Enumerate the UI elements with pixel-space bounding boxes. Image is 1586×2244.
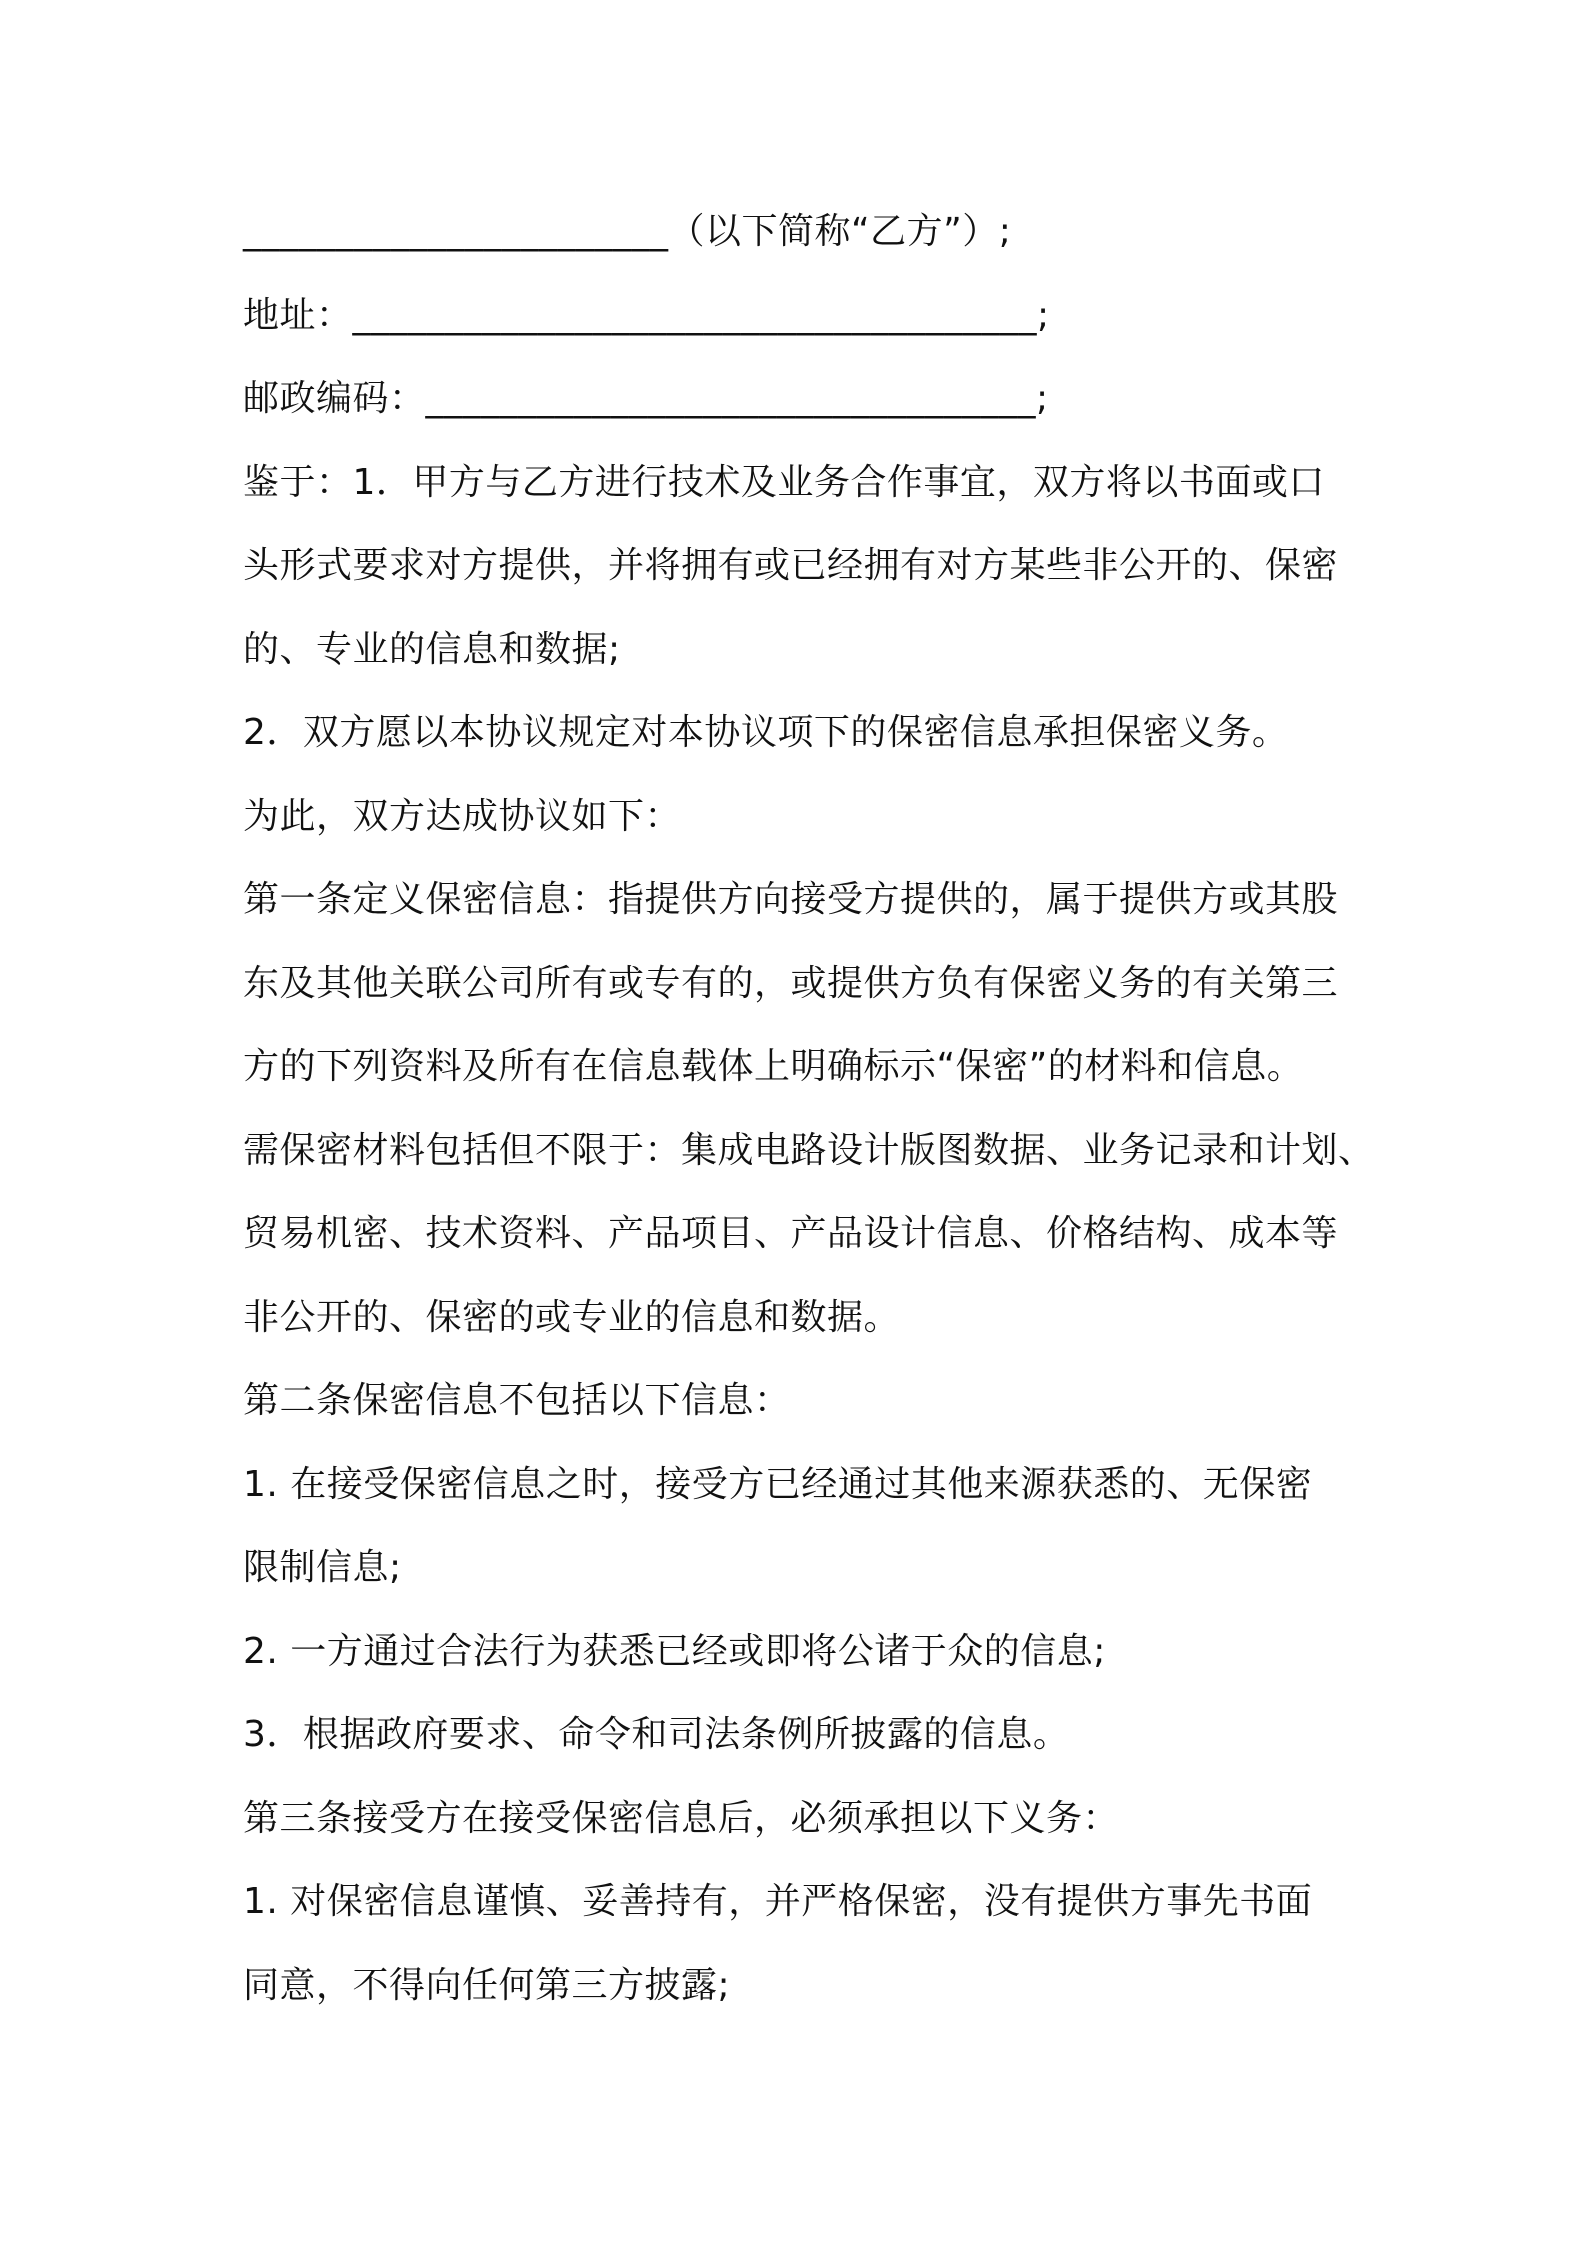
list-item-line: 1. 对保密信息谨慎、妥善持有，并严格保密，没有提供方事先书面: [243, 1881, 1313, 1922]
body-text-line: 贸易机密、技术资料、产品项目、产品设计信息、价格结构、成本等: [243, 1213, 1339, 1254]
body-text-line: 方的下列资料及所有在信息载体上明确标示“保密”的材料和信息。: [243, 1046, 1304, 1087]
article-one-line: 第一条定义保密信息：指提供方向接受方提供的，属于提供方或其股: [243, 879, 1339, 920]
postal-code-line: 邮政编码：_________________________________;: [243, 378, 1049, 419]
list-item-line: 2. 一方通过合法行为获悉已经或即将公诸于众的信息;: [243, 1630, 1106, 1672]
body-text-line: 的、专业的信息和数据;: [243, 628, 621, 670]
article-two-line: 第二条保密信息不包括以下信息：: [243, 1380, 791, 1421]
body-text-line: 2．双方愿以本协议规定对本协议项下的保密信息承担保密义务。: [243, 712, 1289, 753]
body-text-line: 头形式要求对方提供，并将拥有或已经拥有对方某些非公开的、保密: [243, 545, 1339, 586]
body-text-line: 限制信息;: [243, 1547, 402, 1588]
party-b-line: _______________________（以下简称“乙方”）;: [243, 211, 1012, 252]
whereas-line: 鉴于：1．甲方与乙方进行技术及业务合作事宜，双方将以书面或口: [243, 461, 1325, 503]
list-item-line: 1. 在接受保密信息之时，接受方已经通过其他来源获悉的、无保密: [243, 1463, 1313, 1505]
body-text-line: 为此，双方达成协议如下：: [243, 795, 682, 837]
body-text-line: 需保密材料包括但不限于：集成电路设计版图数据、业务记录和计划、: [243, 1129, 1375, 1171]
body-text-line: 同意，不得向任何第三方披露;: [243, 1964, 731, 2006]
body-text-line: 东及其他关联公司所有或专有的，或提供方负有保密义务的有关第三: [243, 962, 1339, 1004]
list-item-line: 3．根据政府要求、命令和司法条例所披露的信息。: [243, 1714, 1070, 1755]
article-three-line: 第三条接受方在接受保密信息后，必须承担以下义务：: [243, 1797, 1120, 1839]
document-body: [243, 190, 1375, 2027]
body-text-line: 非公开的、保密的或专业的信息和数据。: [243, 1296, 901, 1338]
address-line: 地址：_____________________________________;: [243, 294, 1050, 336]
